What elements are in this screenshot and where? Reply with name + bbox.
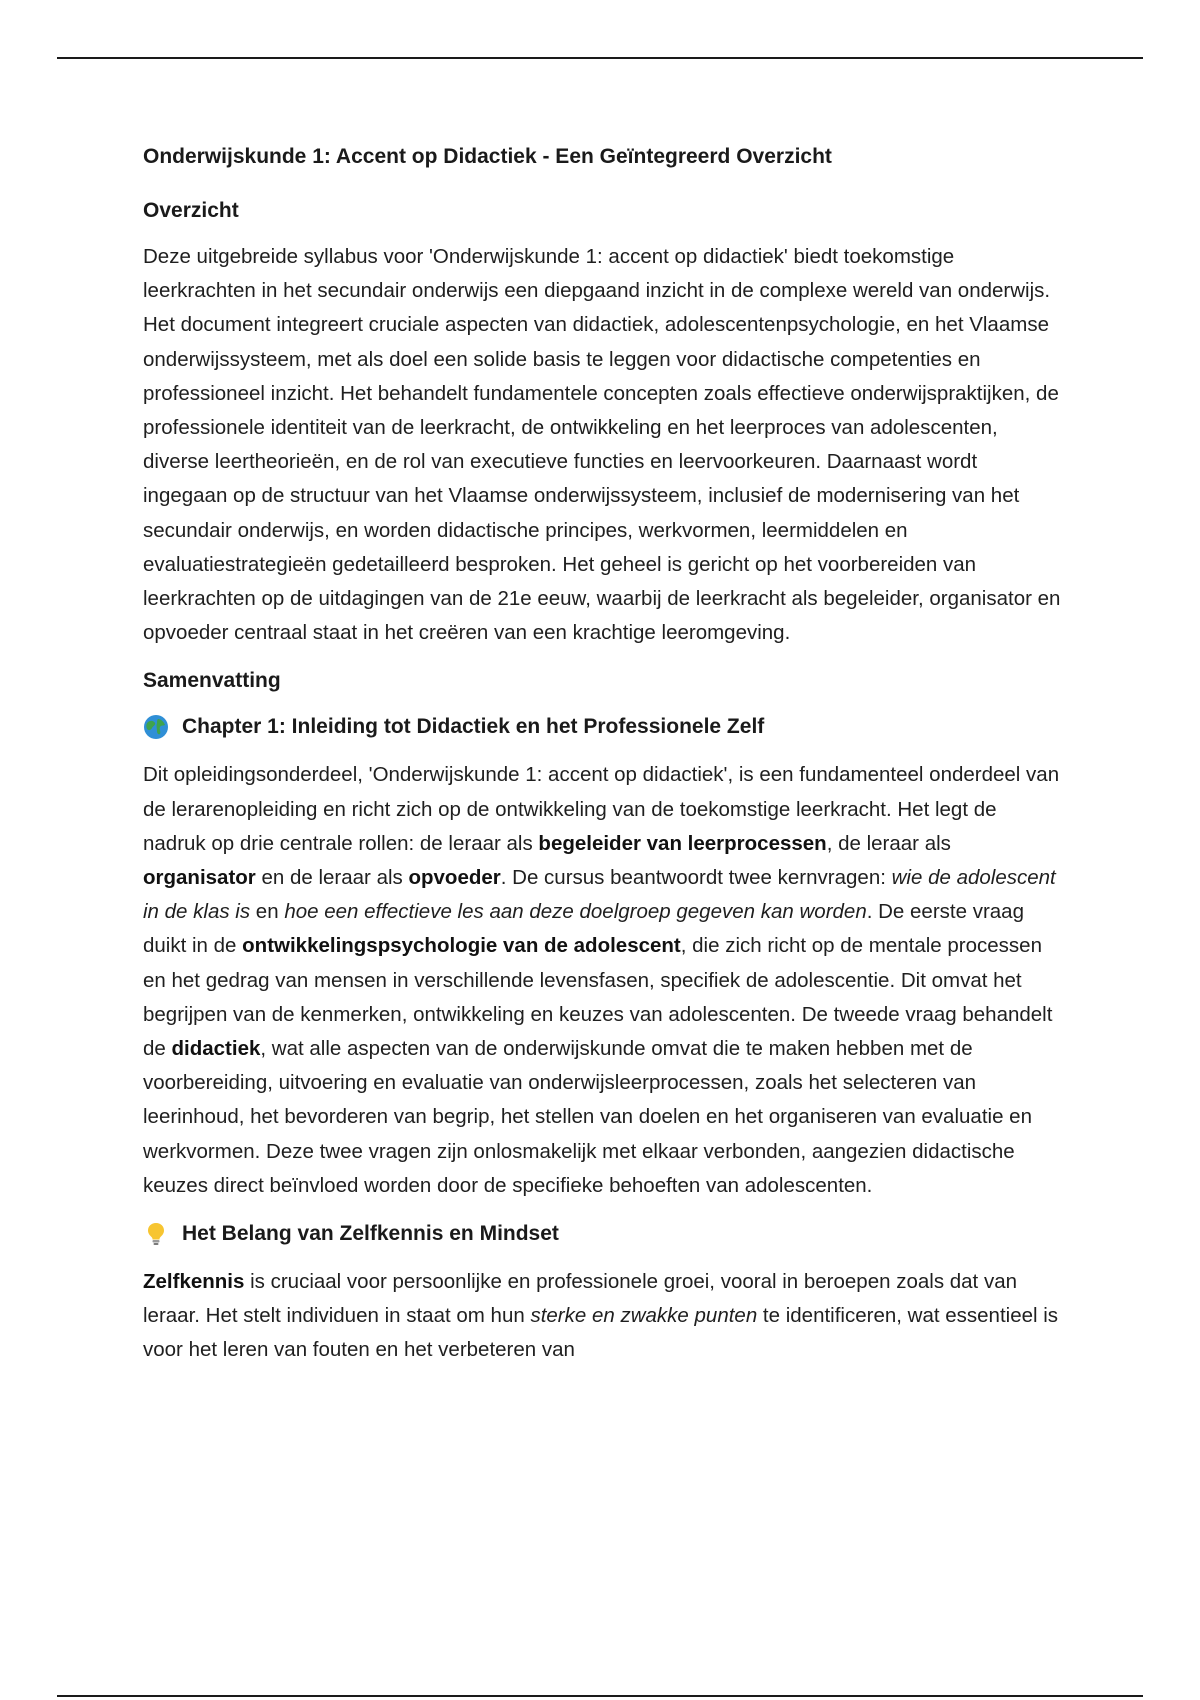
overview-paragraph: Deze uitgebreide syllabus voor 'Onderwijskunde 1: accent op didactiek' biedt toekomstige leerkrachten in het secundair onderwijs een diepgaand inzicht in de complexe wereld van onderwijs. Het document integreert cruciale aspecten van didactiek, adolescentenpsychologie, en het Vlaamse onderwijssysteem, met als doel een solide basis te leggen voor didactische competenties en professioneel inzicht. Het behandelt fundamentele concepten zoals effectieve onderwijspraktijken, de professionele identiteit van de leerkracht, de ontwikkeling en het leerproces van adolescenten, diverse leertheorieën, en de rol van executieve functies en leervoorkeuren. Daarnaast wordt ingegaan op de structuur van het Vlaamse onderwijssysteem, inclusief de modernisering van het secundair onderwijs, en worden didactische principes, werkvormen, leermiddelen en evaluatiestrategieën gedetailleerd besproken. Het geheel is gericht op het voorbereiden van leerkrachten op de uitdagingen van de 21e eeuw, waarbij de leerkracht als begeleider, organisator en opvoeder centraal staat in het creëren van een krachtige leeromgeving. xyxy=(143,245,1061,645)
overview-heading: Overzicht xyxy=(143,199,239,222)
chapter-1-heading xyxy=(143,710,1063,744)
globe-icon xyxy=(143,714,169,740)
chapter-1-title: Chapter 1: Inleiding tot Didactiek en het Professionele Zelf xyxy=(182,715,765,739)
section-2-heading xyxy=(143,1217,1063,1251)
document-title: Onderwijskunde 1: Accent op Didactiek - Een Geïntegreerd Overzicht xyxy=(143,145,832,168)
section-2-title: Het Belang van Zelfkennis en Mindset xyxy=(182,1222,559,1246)
bottom-rule xyxy=(57,1695,1143,1697)
chapter-1-paragraph: Dit opleidingsonderdeel, 'Onderwijskunde 1: accent op didactiek', is een fundamenteel onderdeel van de lerarenopleiding en richt zich op de ontwikkeling van de toekomstige leerkracht. Het legt de nadruk op drie centrale rollen: de leraar als begeleider van leerprocessen, de leraar als organisator en de leraar als opvoeder. De cursus beantwoordt twee kernvragen: wie de adolescent in de klas is en hoe een effectieve les aan deze doelgroep gegeven kan worden. De eerste vraag duikt in de ontwikkelingspsychologie van de adolescent, die zich richt op de mentale processen en het gedrag van mensen in verschillende levensfasen, specifiek de adolescentie. Dit omvat het begrijpen van de kenmerken, ontwikkeling en keuzes van adolescenten. De tweede vraag behandelt de didactiek, wat alle aspecten van de onderwijskunde omvat die te maken hebben met de voorbereiding, uitvoering en evaluatie van onderwijsleerprocessen, zoals het selecteren van leerinhoud, het bevorderen van begrip, het stellen van doelen en het organiseren van evaluatie en werkvormen. Deze twee vragen zijn onlosmakelijk met elkaar verbonden, aangezien didactische keuzes direct beïnvloed worden door de specifieke behoeften van adolescenten. xyxy=(143,763,1060,1197)
document-body xyxy=(143,140,1063,1382)
section-2-paragraph: Zelfkennis is cruciaal voor persoonlijke en professionele groei, vooral in beroepen zoals dat van leraar. Het stelt individuen in staat om hun sterke en zwakke punten te identificeren, wat essentieel is voor het leren van fouten en het verbeteren van xyxy=(143,1270,1059,1362)
lightbulb-icon xyxy=(143,1221,169,1247)
summary-heading: Samenvatting xyxy=(143,669,281,693)
top-rule xyxy=(57,57,1143,59)
